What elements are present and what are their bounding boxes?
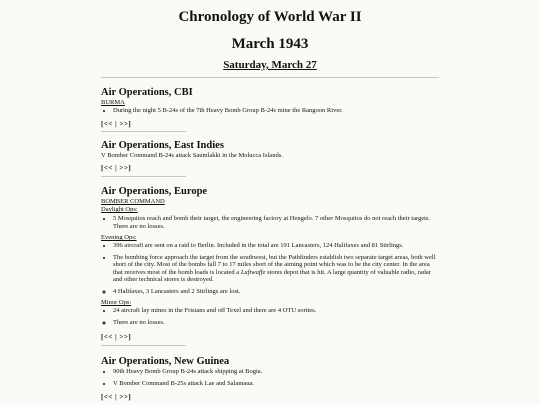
item-list [101, 242, 439, 284]
nav-prev[interactable]: << [103, 333, 113, 341]
section-heading: Air Operations, Europe [101, 186, 208, 197]
page-date: Saturday, March 27 [223, 59, 317, 71]
nav-bar [101, 163, 439, 173]
text-emphasis: Luftwaffe [240, 268, 266, 276]
section-europe [101, 186, 439, 330]
sub-heading-bomber-command[interactable]: BOMBER COMMAND [101, 198, 165, 205]
nav-sep: | [115, 393, 118, 401]
section-text: V Bomber Command B-24s attack Saumlakki in the Molucca Islands. [101, 152, 283, 159]
list-item: ◦ 4 Halifaxes, 3 Lancasters and 2 Stirlings are lost. [113, 288, 439, 296]
list-item [113, 254, 439, 284]
nav-first[interactable]: [ [101, 120, 104, 128]
list-item: • 396 aircraft are sent on a raid to Berlin. Included in the total are 191 Lancasters, 124 Halifaxes and 81 Stirlings. [113, 242, 439, 250]
nav-last[interactable]: ] [128, 164, 132, 172]
list-item: • 5 Mosquitos reach and bomb their target, the engineering factory at Hengelo. 7 other Mosquitos do not reach their targets. There are no losses. [113, 215, 439, 230]
nav-prev[interactable]: << [103, 164, 113, 172]
section-cbi [101, 87, 439, 119]
item-list [101, 319, 439, 327]
section-heading: Air Operations, East Indies [101, 140, 224, 151]
nav-last[interactable]: ] [128, 393, 132, 401]
nav-last[interactable]: ] [128, 120, 132, 128]
nav-first[interactable]: [ [101, 393, 104, 401]
sub-heading-burma[interactable]: BURMA [101, 99, 125, 106]
label-evening-ops: Evening Ops: [101, 234, 137, 241]
nav-prev[interactable]: << [103, 120, 113, 128]
nav-last[interactable]: ] [128, 333, 132, 341]
nav-first[interactable]: [ [101, 164, 104, 172]
list-item: • 90th Heavy Bomb Group B-24s attack shipping at Bogia. [113, 368, 439, 376]
nav-sep: | [115, 164, 118, 172]
text-part: The bombing force approach the target from the southwest, but the Pathfinders establish two separate target areas, both well short of the city. Most of the bombs fall 7 to 17 miles short of the aiming point which was to be the city center. In the area that receives most of the bomb loads is located a [113, 253, 436, 276]
section-divider [101, 345, 186, 346]
section-divider [101, 176, 186, 177]
section-east-indies [101, 140, 439, 160]
item-list [101, 307, 439, 315]
item-list [101, 215, 439, 230]
section-divider [101, 131, 186, 132]
item-list [101, 107, 439, 115]
label-minor-ops: Minor Ops: [101, 299, 132, 306]
text-part: stores depot that is hit. A large quantity of valuable radio, radar and other technical stores is destroyed. [113, 268, 431, 283]
nav-next[interactable]: >> [119, 164, 129, 172]
list-item: • V Bomber Command B-25s attack Lae and Salamaua. [113, 380, 439, 388]
nav-sep: | [115, 120, 118, 128]
nav-prev[interactable]: << [103, 393, 113, 401]
label-daylight-ops: Daylight Ops: [101, 206, 138, 213]
section-heading: Air Operations, CBI [101, 87, 193, 98]
item-list [101, 368, 439, 387]
section-heading: Air Operations, New Guinea [101, 356, 230, 367]
page-month: March 1943 [231, 36, 309, 52]
nav-sep: | [115, 333, 118, 341]
list-item: • During the night 5 B-24s of the 7th Heavy Bomb Group B-24s mine the Rangoon River. [113, 107, 439, 115]
list-item: • 24 aircraft lay mines in the Frisians and off Texel and there are 4 OTU sorties. [113, 307, 439, 315]
header-divider [101, 77, 439, 78]
nav-next[interactable]: >> [119, 120, 129, 128]
nav-bar [101, 332, 439, 342]
nav-bar [101, 119, 439, 129]
page-title: Chronology of World War II [178, 9, 362, 25]
section-new-guinea [101, 356, 439, 391]
nav-bar [101, 392, 439, 402]
nav-next[interactable]: >> [119, 333, 129, 341]
list-item: ◦ There are no losses. [113, 319, 439, 327]
nav-next[interactable]: >> [119, 393, 129, 401]
nav-first[interactable]: [ [101, 333, 104, 341]
item-list [101, 288, 439, 296]
